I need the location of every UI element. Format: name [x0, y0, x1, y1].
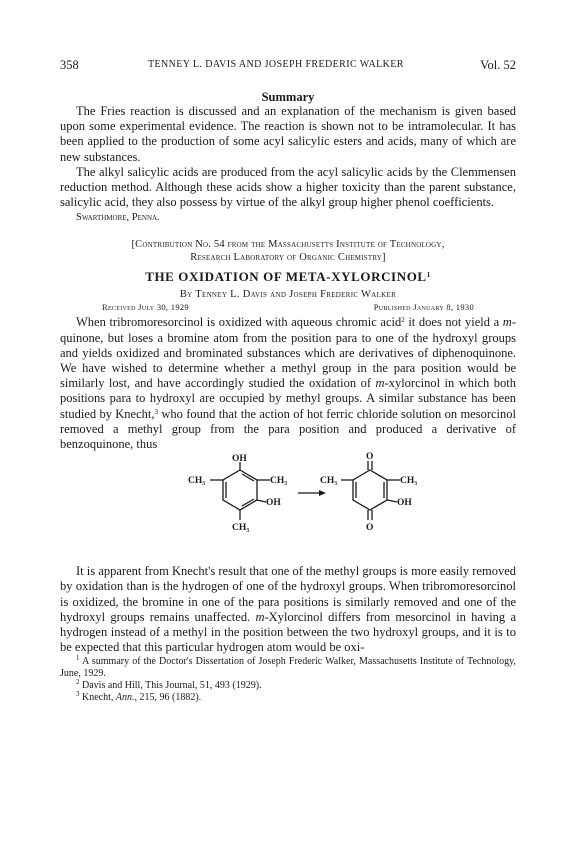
left-ch3-bottom: CH₃ [232, 523, 250, 534]
text-run: it does not yield a [404, 315, 503, 330]
contribution-line-1: [Contribution No. 54 from the Massachusetts Institute of Technology, [131, 239, 445, 251]
volume-label: Vol. 52 [480, 58, 516, 72]
reaction-diagram [60, 452, 516, 564]
footnote-ref: 3 [154, 407, 158, 416]
footnote-2 [60, 680, 516, 692]
summary-paragraph-1: The Fries reaction is discussed and an explanation of the mechanism is given based upon some experimental evidence. The reaction is shown not to be intramolecular. It has been applied to the production of some acyl salicylic esters and acids, many of which are new substances. [60, 104, 516, 164]
footnotes [60, 656, 516, 704]
italic-run: m [375, 376, 385, 391]
right-quinone-ring [353, 470, 387, 510]
published-date: Published January 8, 1930 [373, 302, 474, 313]
reaction-arrow [298, 490, 326, 496]
footnote-text: Davis and Hill, This Journal, 51, 493 (1929). [79, 680, 262, 692]
footnote-number: 3 [76, 690, 80, 699]
running-header [60, 58, 516, 74]
left-ch3-left: CH₃ [188, 476, 206, 487]
page-body [60, 90, 516, 704]
summary-heading: Summary [261, 90, 315, 104]
right-o-top: O [366, 452, 374, 463]
body-paragraph-2 [60, 564, 516, 655]
contribution-line-2: Research Laboratory of Organic Chemistry] [190, 251, 386, 263]
text-run: -Xylorcinol differs from mesorcinol in having a hydrogen instead of a methyl in the position between the two hydroxyl groups, and it is to be expected that this particular hydrogen atom would be oxi- [60, 609, 516, 655]
footnote-ref: 2 [401, 316, 405, 325]
right-o-bottom: O [366, 523, 374, 534]
mesorcinol-structure [210, 462, 270, 520]
authors: By Tenney L. Davis and Joseph Frederic Walker [179, 289, 397, 301]
reaction-scheme [60, 452, 516, 564]
text-run: who found that the action of hot ferric chloride solution on mesorcinol removed a methyl group from the para position and produced a derivative of benzoquinone, thus [60, 406, 516, 452]
body-paragraph-1 [60, 315, 516, 452]
footnote-number: 2 [76, 678, 80, 687]
left-oh-top: OH [232, 454, 247, 465]
right-oh-right: OH [397, 498, 412, 509]
footnote-text: A summary of the Doctor's Dissertation of Joseph Frederic Walker, Massachusetts Institute of Technology, June, 1929. [60, 656, 516, 680]
right-ch3-left: CH₃ [320, 476, 338, 487]
quinone-structure [341, 461, 400, 520]
footnote-ref: 1 [426, 271, 431, 280]
footnote-1 [60, 656, 516, 680]
running-head: TENNEY L. DAVIS AND JOSEPH FREDERIC WALKER [148, 59, 404, 70]
footnote-text: , 215, 96 (1882). [134, 692, 202, 704]
summary-paragraph-2: The alkyl salicylic acids are produced from the acyl salicylic acids by the Clemmensen reduction method. Although these acids show a higher toxicity than the parent substance, salicylic acid, they also possess by virtue of the alkyl group higher phenol coefficients. [60, 164, 516, 210]
footnote-3 [60, 692, 516, 704]
italic-run: m [255, 609, 265, 624]
text-run: -quinone, but loses a bromine atom from the position para to one of the hydroxyl groups and yields oxidized and brominated substances which are derivatives of diphenoquinone. We have wished to determine whether a methyl group in the para position would be similarly lost, and have accordingly studied the oxidation of [60, 315, 516, 391]
article-title [60, 269, 516, 285]
footnote-italic: Ann. [115, 692, 135, 704]
text-run: It is apparent from Knecht's result that one of the methyl groups is more easily removed by oxidation than is the hydrogen of one of the hydroxyl groups. When tribromoresorcinol is oxidized, the bromine in one of the para positions is similarly removed and one of the hydroxyl groups remains unaffected. [60, 564, 516, 624]
article-dates [60, 302, 516, 312]
article-title-text: THE OXIDATION OF META-XYLORCINOL [145, 269, 427, 285]
right-ch3-right: CH₃ [400, 476, 418, 487]
left-oh-right: OH [266, 498, 281, 509]
italic-run: m [502, 315, 512, 330]
received-date: Received July 30, 1929 [102, 302, 189, 313]
left-benzene-ring [223, 470, 257, 510]
text-run: When tribromoresorcinol is oxidized with aqueous chromic acid [76, 315, 402, 330]
footnote-number: 1 [76, 654, 80, 663]
text-run: -xylorcinol in which both positions para to hydroxyl are occupied by methyl groups. A similar substance has been studied by Knecht, [60, 376, 516, 421]
contribution-note [60, 239, 516, 264]
page-number: 358 [60, 58, 79, 72]
location: Swarthmore, Penna. [76, 212, 160, 224]
left-ch3-right: CH₃ [270, 476, 288, 487]
footnote-text: Knecht, [79, 692, 116, 704]
